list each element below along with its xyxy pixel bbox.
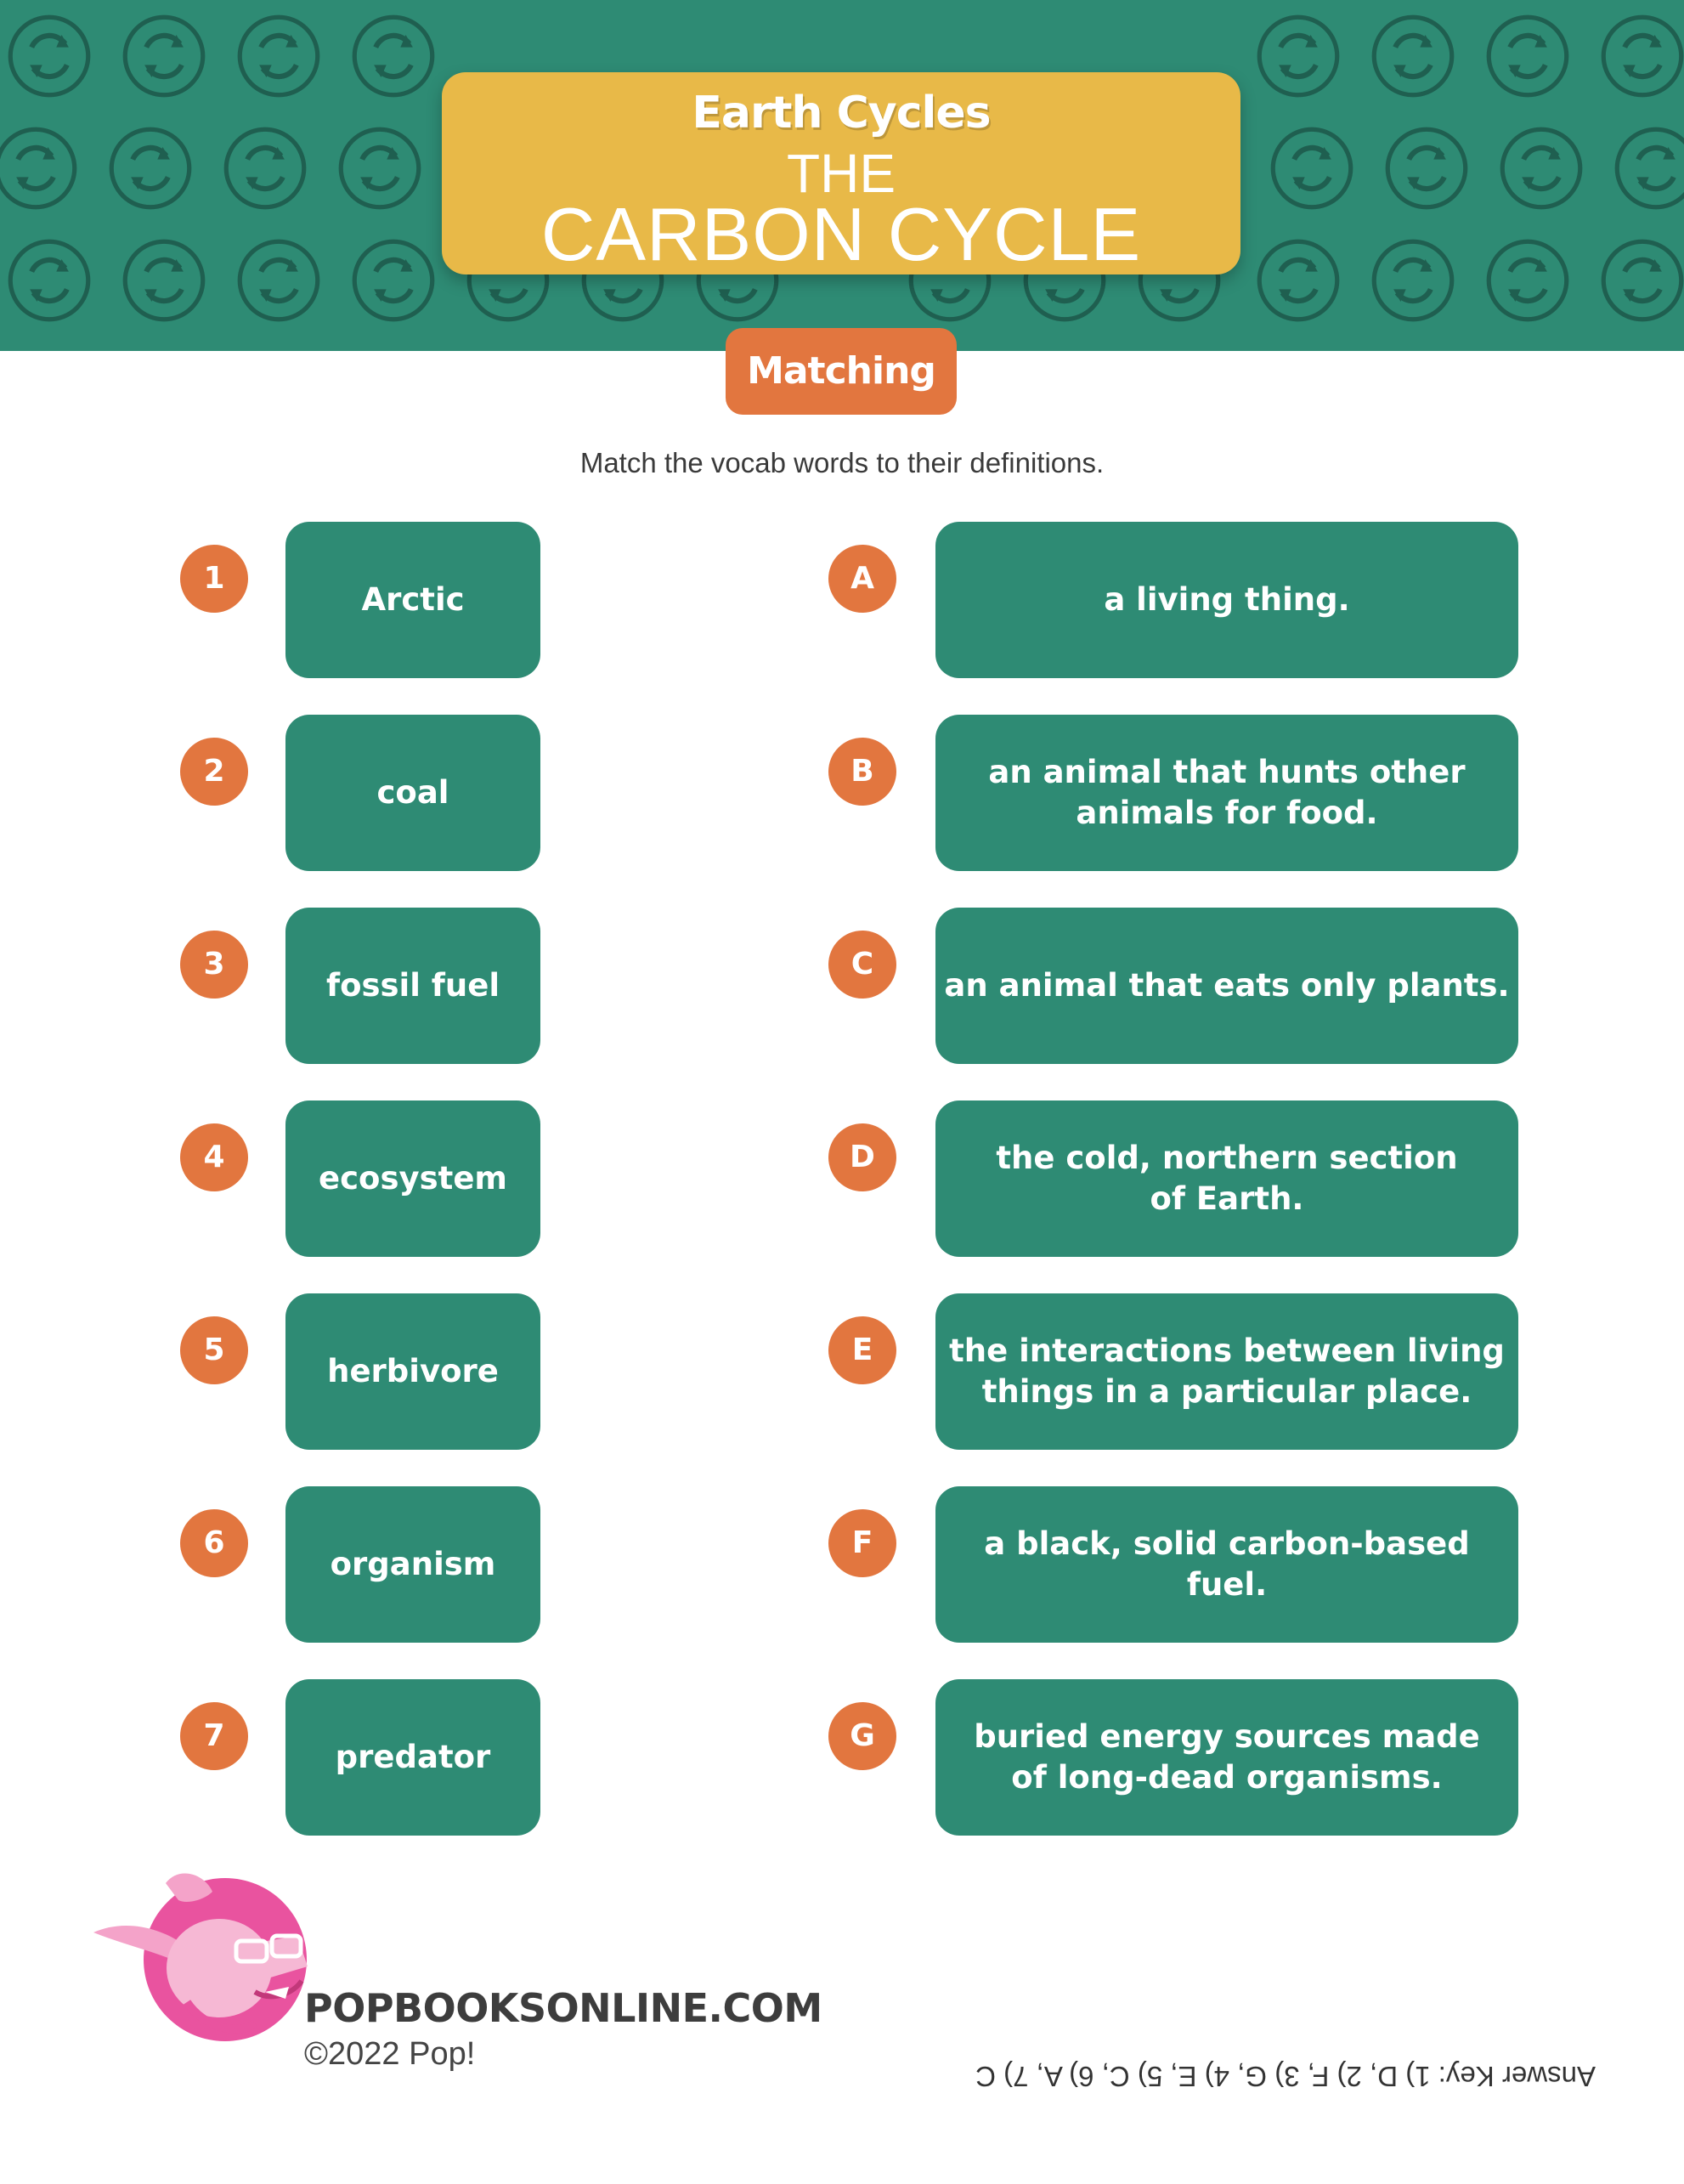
- word-number-badge: 5: [180, 1316, 248, 1384]
- cycle-arrows-icon: [349, 12, 438, 100]
- word-number-badge: 6: [180, 1509, 248, 1577]
- definition-letter-badge: E: [828, 1316, 896, 1384]
- series-title: Earth Cycles: [692, 88, 991, 139]
- word-card-fossil-fuel: fossil fuel: [285, 908, 540, 1064]
- definition-card-a: a living thing.: [935, 522, 1518, 678]
- cycle-arrows-icon: [1497, 124, 1585, 212]
- word-card-ecosystem: ecosystem: [285, 1100, 540, 1257]
- word-number-badge: 1: [180, 545, 248, 613]
- definition-letter-badge: A: [828, 545, 896, 613]
- cycle-arrows-icon: [5, 236, 93, 325]
- cycle-arrows-icon: [1598, 12, 1684, 100]
- definition-letter-badge: G: [828, 1702, 896, 1770]
- cycle-arrows-icon: [1483, 12, 1572, 100]
- cycle-arrows-icon: [1483, 236, 1572, 325]
- website-link[interactable]: POPBOOKSONLINE.COM: [304, 1985, 822, 2031]
- cycle-arrows-icon: [221, 124, 309, 212]
- word-card-arctic: Arctic: [285, 522, 540, 678]
- header-banner: [0, 0, 1684, 351]
- page-title: CARBON CYCLE: [540, 192, 1142, 276]
- word-card-herbivore: herbivore: [285, 1293, 540, 1450]
- definition-card-e: the interactions between living things in a particular place.: [935, 1293, 1518, 1450]
- cycle-arrows-icon: [120, 12, 208, 100]
- cycle-arrows-icon: [1268, 124, 1356, 212]
- cycle-arrows-icon: [1369, 12, 1457, 100]
- cycle-arrows-icon: [1612, 124, 1684, 212]
- cycle-arrows-icon: [5, 12, 93, 100]
- definition-card-f: a black, solid carbon-based fuel.: [935, 1486, 1518, 1643]
- definition-card-b: an animal that hunts other animals for food.: [935, 715, 1518, 871]
- word-card-predator: predator: [285, 1679, 540, 1836]
- cycle-arrows-icon: [1254, 12, 1342, 100]
- cycle-arrows-icon: [1254, 236, 1342, 325]
- word-number-badge: 4: [180, 1123, 248, 1191]
- cycle-arrows-icon: [1598, 236, 1684, 325]
- cycle-arrows-icon: [336, 124, 424, 212]
- definition-card-d: the cold, northern section of Earth.: [935, 1100, 1518, 1257]
- definition-letter-badge: C: [828, 931, 896, 999]
- activity-label: Matching: [726, 328, 957, 415]
- cycle-arrows-icon: [120, 236, 208, 325]
- word-card-coal: coal: [285, 715, 540, 871]
- definition-card-c: an animal that eats only plants.: [935, 908, 1518, 1064]
- word-number-badge: 7: [180, 1702, 248, 1770]
- word-card-organism: organism: [285, 1486, 540, 1643]
- word-number-badge: 3: [180, 931, 248, 999]
- title-line-1: THE: [787, 143, 896, 204]
- pop-kangaroo-logo: [85, 1866, 314, 2045]
- cycle-arrows-icon: [235, 236, 323, 325]
- cycle-arrows-icon: [1369, 236, 1457, 325]
- definition-letter-badge: F: [828, 1509, 896, 1577]
- copyright: ©2022 Pop!: [304, 2036, 476, 2072]
- definition-letter-badge: D: [828, 1123, 896, 1191]
- definition-card-g: buried energy sources made of long-dead organisms.: [935, 1679, 1518, 1836]
- answer-key: Answer Key: 1) D, 2) F, 3) G, 4) E, 5) C, 6) A, 7) C: [975, 2061, 1596, 2092]
- cycle-arrows-icon: [0, 124, 80, 212]
- word-number-badge: 2: [180, 738, 248, 806]
- cycle-arrows-icon: [349, 236, 438, 325]
- cycle-arrows-icon: [235, 12, 323, 100]
- cycle-arrows-icon: [106, 124, 195, 212]
- cycle-arrows-icon: [1382, 124, 1471, 212]
- instructions: Match the vocab words to their definitions.: [579, 447, 1105, 478]
- title-box: [442, 72, 1240, 274]
- definition-letter-badge: B: [828, 738, 896, 806]
